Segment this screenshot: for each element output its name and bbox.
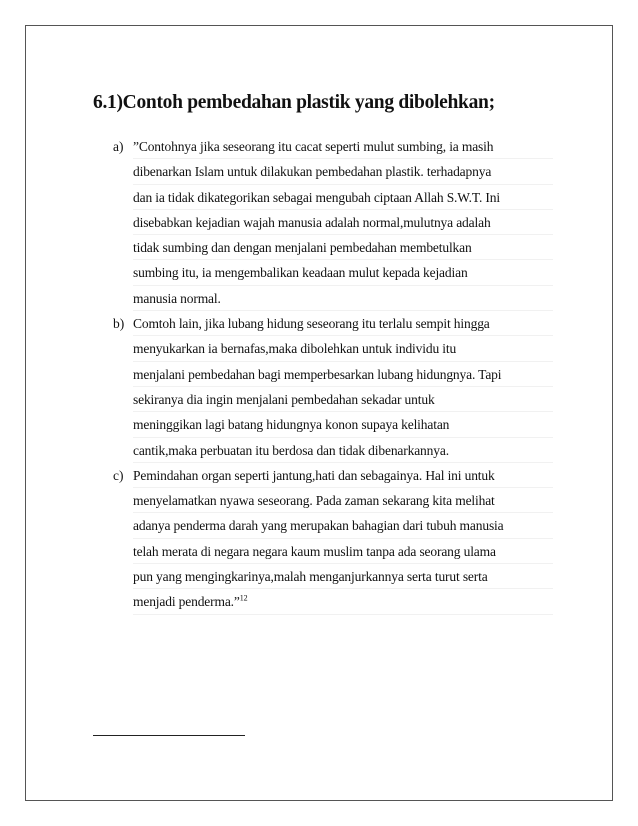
text-line: menyukarkan ia bernafas,maka dibolehkan untuk individu itu (133, 336, 553, 361)
list-marker: a) (113, 139, 124, 154)
footnote-separator (93, 735, 245, 736)
text-line: meninggikan lagi batang hidungnya konon supaya kelihatan (133, 412, 553, 437)
last-text-line (133, 589, 553, 614)
text-line: dibenarkan Islam untuk dilakukan pembedahan plastik. terhadapnya (133, 159, 553, 184)
text-line: Comtoh lain, jika lubang hidung seseorang itu terlalu sempit hingga (133, 311, 553, 336)
text-line: adanya penderma darah yang merupakan bahagian dari tubuh manusia (133, 513, 553, 538)
footnote-reference[interactable]: 12 (239, 593, 248, 603)
list-marker: c) (113, 467, 124, 483)
text-line: ”Contohnya jika seseorang itu cacat seperti mulut sumbing, ia masih (133, 134, 553, 159)
text-line: disebabkan kejadian wajah manusia adalah normal,mulutnya adalah (133, 210, 553, 235)
text-line: Pemindahan organ seperti jantung,hati dan sebagainya. Hal ini untuk (133, 463, 553, 488)
text-line: menyelamatkan nyawa seseorang. Pada zaman sekarang kita melihat (133, 488, 553, 513)
list-item-a (113, 134, 553, 311)
text-line: telah merata di negara negara kaum muslim tanpa ada seorang ulama (133, 539, 553, 564)
text-line: sumbing itu, ia mengembalikan keadaan mulut kepada kejadian (133, 260, 553, 285)
text-line-content: menjadi penderma.” (133, 594, 240, 610)
list-marker: b) (113, 316, 125, 332)
list-item-b (113, 311, 553, 463)
list-item-c (113, 463, 553, 615)
text-line: cantik,maka perbuatan itu berdosa dan tidak dibenarkannya. (133, 438, 553, 463)
text-line: manusia normal. (133, 286, 553, 311)
text-line: pun yang mengingkarinya,malah menganjurkannya serta turut serta (133, 564, 553, 589)
example-list (113, 134, 553, 615)
text-line: menjalani pembedahan bagi memperbesarkan lubang hidungnya. Tapi (133, 362, 553, 387)
text-line: sekiranya dia ingin menjalani pembedahan sekadar untuk (133, 387, 553, 412)
text-line: tidak sumbing dan dengan menjalani pembedahan membetulkan (133, 235, 553, 260)
section-heading: 6.1)Contoh pembedahan plastik yang dibolehkan; (93, 92, 495, 113)
text-line: dan ia tidak dikategorikan sebagai mengubah ciptaan Allah S.W.T. Ini (133, 185, 553, 210)
